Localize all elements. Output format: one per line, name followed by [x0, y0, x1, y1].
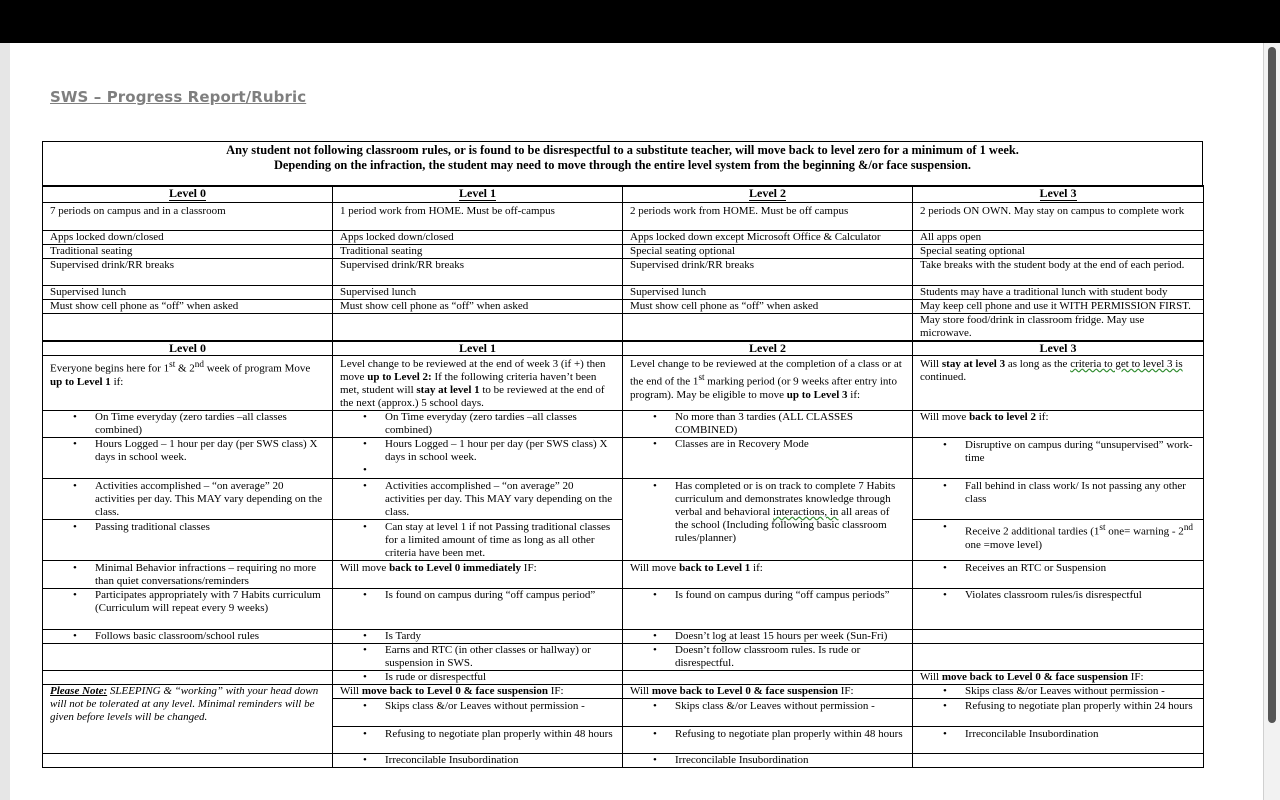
table-cell [623, 727, 913, 754]
list-item: • Earns and RTC (in other classes or hallway) or suspension in SWS. [340, 644, 615, 670]
empty-bullet [340, 464, 615, 477]
table-cell [623, 479, 913, 561]
table-cell [43, 561, 333, 589]
list-item: • Is Tardy [340, 630, 615, 643]
table-cell [623, 671, 913, 685]
rules-notice [42, 141, 1203, 185]
table-cell: Must show cell phone as “off” when asked [623, 299, 913, 313]
list-item: • On Time everyday (zero tardies –all classes combined) [340, 411, 615, 437]
list-item: • No more than 3 tardies (ALL CLASSES COMBINED) [630, 411, 905, 437]
table-cell [623, 644, 913, 671]
list-item: • Hours Logged – 1 hour per day (per SWS class) X days in school week. [340, 438, 615, 464]
table-cell: Will move back to Level 1 if: [623, 561, 913, 589]
table-cell: Apps locked down/closed [43, 230, 333, 244]
table-cell [913, 520, 1204, 561]
table-cell: Supervised drink/RR breaks [623, 258, 913, 285]
table-row [43, 285, 1204, 299]
table-cell [623, 411, 913, 438]
list-item: • Is found on campus during “off campus periods” [630, 589, 905, 602]
table-cell [913, 754, 1204, 768]
table-cell [623, 754, 913, 768]
table-cell [913, 438, 1204, 479]
window-top-bar [0, 0, 1280, 43]
list-item: • Receives an RTC or Suspension [920, 562, 1196, 575]
list-item: • Participates appropriately with 7 Habits curriculum (Curriculum will repeat every 9 weeks) [50, 589, 325, 615]
level-2-intro: Level change to be reviewed at the completion of a class or at the end of the 1st marking period (or 9 weeks after entry into program). May be eligible to move up to Level 3 if: [623, 356, 913, 411]
table-cell [43, 479, 333, 520]
list-item: • Skips class &/or Leaves without permission - [630, 700, 905, 713]
table-row [43, 685, 1204, 699]
table-cell: Will move back to Level 0 & face suspension IF: [333, 685, 623, 699]
list-item: • Receive 2 additional tardies (1st one= warning - 2nd one =move level) [920, 521, 1196, 552]
table-row [43, 313, 1204, 341]
table-cell [333, 479, 623, 520]
table-row [43, 230, 1204, 244]
list-item: • Doesn’t log at least 15 hours per week (Sun-Fri) [630, 630, 905, 643]
list-item: • Irreconcilable Insubordination [920, 728, 1196, 741]
table-cell [623, 438, 913, 479]
table-cell [333, 699, 623, 727]
table-cell [43, 589, 333, 630]
table-cell [333, 520, 623, 561]
list-item: • Refusing to negotiate plan properly within 48 hours [340, 728, 615, 741]
please-note: Please Note: SLEEPING & “working” with your head down will not be tolerated at any level. Minimal reminders will be given before levels will be changed. [43, 685, 333, 754]
list-item: • Skips class &/or Leaves without permission - [340, 700, 615, 713]
list-item: • Activities accomplished – “on average” 20 activities per day. This MAY vary depending on the class. [50, 480, 325, 519]
table-cell: Supervised drink/RR breaks [333, 258, 623, 285]
table-row [43, 671, 1204, 685]
table-cell [913, 699, 1204, 727]
table-cell: 2 periods work from HOME. Must be off campus [623, 202, 913, 230]
vertical-scrollbar[interactable] [1263, 43, 1280, 800]
table-cell [913, 589, 1204, 630]
table-cell: Students may have a traditional lunch with student body [913, 285, 1204, 299]
list-item: • Irreconcilable Insubordination [630, 754, 905, 767]
table-cell: Apps locked down except Microsoft Office & Calculator [623, 230, 913, 244]
list-item: • Has completed or is on track to complete 7 Habits curriculum and demonstrates knowledge through verbal and behavioral interactions, in all areas of the school (Including following basic classroom rules/planner) [630, 480, 905, 545]
level-3-header: Level 3 [913, 341, 1204, 356]
table-cell: Special seating optional [623, 244, 913, 258]
table-cell: Traditional seating [43, 244, 333, 258]
table-row [43, 258, 1204, 285]
table-cell [913, 644, 1204, 671]
level-header-row [43, 186, 1204, 202]
table-cell [333, 589, 623, 630]
table-cell [623, 313, 913, 341]
table-row [43, 561, 1204, 589]
list-item: • Classes are in Recovery Mode [630, 438, 905, 451]
table-cell [43, 411, 333, 438]
list-item: • On Time everyday (zero tardies –all classes combined) [50, 411, 325, 437]
table-row [43, 356, 1204, 411]
list-item: • Fall behind in class work/ Is not passing any other class [920, 480, 1196, 506]
table-row [43, 644, 1204, 671]
table-cell: Supervised lunch [333, 285, 623, 299]
table-row [43, 479, 1204, 520]
list-item: • Can stay at level 1 if not Passing traditional classes for a limited amount of time as long as all other criteria have been met. [340, 521, 615, 560]
table-cell [43, 313, 333, 341]
list-item: • Refusing to negotiate plan properly within 48 hours [630, 728, 905, 741]
list-item: • Skips class &/or Leaves without permission - [920, 685, 1196, 698]
table-cell [623, 630, 913, 644]
table-cell [43, 630, 333, 644]
list-item: • Passing traditional classes [50, 521, 325, 534]
table-cell: May keep cell phone and use it WITH PERMISSION FIRST. [913, 299, 1204, 313]
level-1-intro: Level change to be reviewed at the end of week 3 (if +) then move up to Level 2: If the following criteria haven’t been met, student will stay at level 1 to be reviewed at the end of the next (approx.) 5 school days. [333, 356, 623, 411]
level-0-intro: Everyone begins here for 1st & 2nd week of program Move up to Level 1 if: [43, 356, 333, 411]
table-cell [333, 438, 623, 479]
table-cell: Will move back to Level 0 & face suspension IF: [913, 671, 1204, 685]
level-2-header: Level 2 [623, 341, 913, 356]
table-cell [623, 699, 913, 727]
table-cell: Supervised lunch [43, 285, 333, 299]
table-cell [913, 727, 1204, 754]
level-2-header: Level 2 [623, 186, 913, 202]
list-item: • Hours Logged – 1 hour per day (per SWS class) X days in school week. [50, 438, 325, 464]
table-cell: Must show cell phone as “off” when asked [43, 299, 333, 313]
table-cell [913, 561, 1204, 589]
list-item: • Irreconcilable Insubordination [340, 754, 615, 767]
left-margin [0, 43, 10, 800]
list-item: • Is found on campus during “off campus period” [340, 589, 615, 602]
notice-line-2: Depending on the infraction, the student may need to move through the entire level system from the beginning &/or face suspension. [273, 158, 972, 172]
table-cell: Take breaks with the student body at the end of each period. [913, 258, 1204, 285]
table-cell [333, 644, 623, 671]
list-item: • Follows basic classroom/school rules [50, 630, 325, 643]
table-cell: Traditional seating [333, 244, 623, 258]
level-1-header: Level 1 [333, 186, 623, 202]
level-0-header: Level 0 [43, 186, 333, 202]
document-title: SWS – Progress Report/Rubric [50, 88, 307, 106]
level-0-header: Level 0 [43, 341, 333, 356]
table-cell: Must show cell phone as “off” when asked [333, 299, 623, 313]
table-cell [333, 671, 623, 685]
rubric-table [42, 185, 1204, 768]
list-item: • Violates classroom rules/is disrespectful [920, 589, 1196, 602]
table-row [43, 754, 1204, 768]
list-item: • Doesn’t follow classroom rules. Is rude or disrespectful. [630, 644, 905, 670]
table-cell: Apps locked down/closed [333, 230, 623, 244]
list-item: • Disruptive on campus during “unsupervised” work-time [920, 439, 1196, 465]
table-cell: May store food/drink in classroom fridge. May use microwave. [913, 313, 1204, 341]
table-row [43, 589, 1204, 630]
list-item: • Activities accomplished – “on average” 20 activities per day. This MAY vary depending on the class. [340, 480, 615, 519]
table-cell [43, 754, 333, 768]
scrollbar-thumb[interactable] [1268, 47, 1276, 723]
table-cell: Supervised lunch [623, 285, 913, 299]
table-row [43, 411, 1204, 438]
table-cell [333, 754, 623, 768]
level-header-row [43, 341, 1204, 356]
table-cell: Will move back to Level 0 & face suspension IF: [623, 685, 913, 699]
table-cell: 7 periods on campus and in a classroom [43, 202, 333, 230]
list-item: • Is rude or disrespectful [340, 671, 615, 684]
table-row [43, 438, 1204, 479]
table-cell: Will move back to Level 0 immediately IF: [333, 561, 623, 589]
table-cell [913, 630, 1204, 644]
table-cell [43, 644, 333, 671]
table-cell [333, 411, 623, 438]
table-row [43, 244, 1204, 258]
table-cell [913, 479, 1204, 520]
table-cell: 2 periods ON OWN. May stay on campus to complete work [913, 202, 1204, 230]
table-cell [913, 685, 1204, 699]
table-cell [43, 438, 333, 479]
table-row [43, 299, 1204, 313]
table-row [43, 630, 1204, 644]
notice-line-1: Any student not following classroom rules, or is found to be disrespectful to a substitute teacher, will move back to level zero for a minimum of 1 week. [226, 143, 1019, 157]
table-cell [333, 313, 623, 341]
level-3-header: Level 3 [913, 186, 1204, 202]
table-cell: Will move back to level 2 if: [913, 411, 1204, 438]
table-cell: All apps open [913, 230, 1204, 244]
table-row [43, 202, 1204, 230]
list-item: • Refusing to negotiate plan properly within 24 hours [920, 700, 1196, 713]
table-cell [333, 727, 623, 754]
table-cell [43, 520, 333, 561]
table-cell [623, 589, 913, 630]
table-cell [333, 630, 623, 644]
table-cell: Special seating optional [913, 244, 1204, 258]
level-3-intro: Will stay at level 3 as long as the criteria to get to level 3 is continued. [913, 356, 1204, 411]
list-item: • Minimal Behavior infractions – requiring no more than quiet conversations/reminders [50, 562, 325, 588]
table-cell [43, 671, 333, 685]
table-cell: Supervised drink/RR breaks [43, 258, 333, 285]
level-1-header: Level 1 [333, 341, 623, 356]
table-cell: 1 period work from HOME. Must be off-campus [333, 202, 623, 230]
